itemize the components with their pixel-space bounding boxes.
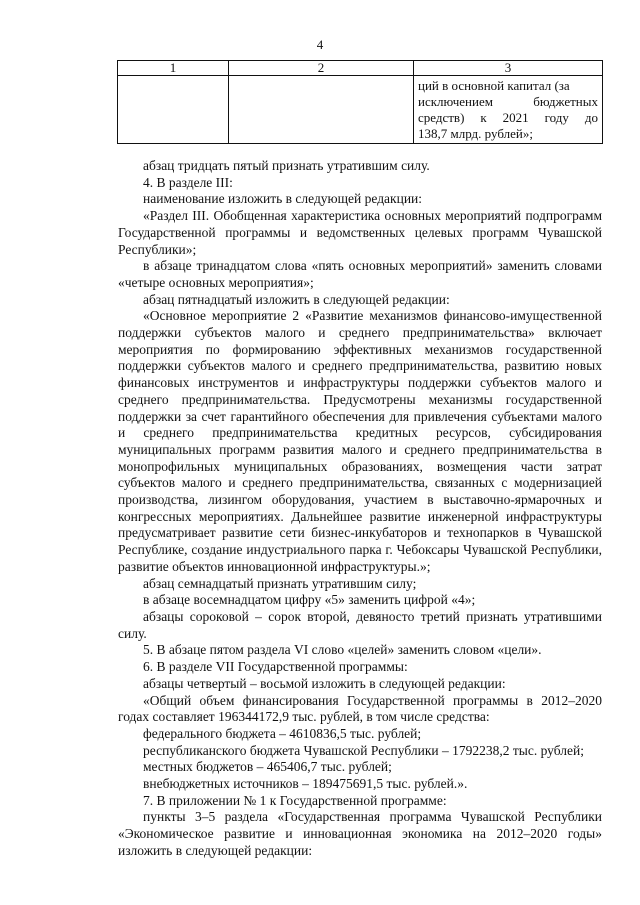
paragraph: внебюджетных источников – 189475691,5 тыс. рублей.». xyxy=(143,776,468,792)
paragraph: «Общий объем финансирования Государственной программы в 2012–2020 годах составляет 196344172,9 тыс. рублей, в том числе средства: xyxy=(118,692,602,725)
paragraph: 5. В абзаце пятом раздела VI слово «целей» заменить словом «цели». xyxy=(143,642,542,658)
cell-line: средств) к 2021 году до xyxy=(418,110,598,125)
table-cell-col1 xyxy=(118,76,229,144)
paragraph: в абзаце тринадцатом слова «пять основных мероприятий» заменить словами «четыре основных мероприятия»; xyxy=(118,258,602,290)
page-number: 4 xyxy=(316,37,324,52)
cell-line: ций в основной капитал (за xyxy=(418,78,570,93)
paragraph: абзацы четвертый – восьмой изложить в следующей редакции: xyxy=(143,675,506,691)
table-header-row xyxy=(118,61,603,76)
paragraph: в абзаце восемнадцатом цифру «5» заменить цифрой «4»; xyxy=(143,592,476,608)
paragraph: 6. В разделе VII Государственной программы: xyxy=(143,659,408,675)
paragraph: республиканского бюджета Чувашской Республики – 1792238,2 тыс. рублей; xyxy=(143,742,584,758)
paragraph: 4. В разделе III: xyxy=(143,174,233,190)
table-row xyxy=(118,76,603,144)
continuation-table xyxy=(117,60,603,144)
paragraph: абзацы сороковой – сорок второй, девяностo третий признать утратившими силу. xyxy=(118,608,602,641)
document-body xyxy=(118,158,602,860)
paragraph: «Основное мероприятие 2 «Развитие механизмов финансово-имущественной поддержки субъектов малого и среднего предпринимательства» включает мероприятия по формированию эффективных механизмов государственной поддержки субъектов малого и среднего предпринимательства, развитию новых финансовых инструментов и инфраструктуры поддержки субъектов малого и среднего предпринимательства. Предусмотрены механизмы государственной поддержки за счет гарантийного обеспечения для привлечения субъектами малого и среднего предпринимательства кредитных ресурсов, субсидирования муниципальных программ развития малого и среднего предпринимательства в монопрофильных муниципальных образованиях, возмещения части затрат субъектов малого и среднего предпринимательства, связанных с модернизацией производства, лизингом оборудования, участием в выставочно-ярмарочных и конгрессных мероприятиях. Дальнейшее развитие инженерной инфраструктуры предусматривает развитие сети бизнес-инкубаторов и технопарков в Чувашской Республике, создание индустриального парка г. Чебоксары Чувашской Республики, развитие объектов инновационной инфраструктуры.»; xyxy=(118,308,602,574)
paragraph: абзац пятнадцатый изложить в следующей редакции: xyxy=(143,291,450,307)
table-cell-col3 xyxy=(414,76,603,144)
cell-line: исключением бюджетных xyxy=(418,94,598,109)
table-header-col2: 2 xyxy=(229,61,414,76)
paragraph: местных бюджетов – 465406,7 тыс. рублей; xyxy=(143,759,392,775)
paragraph: «Раздел III. Обобщенная характеристика основных мероприятий подпрограмм Государственной программы и ведомственных целевых программ Чувашской Республики»; xyxy=(118,208,602,257)
paragraph: пункты 3–5 раздела «Государственная программа Чувашской Республики «Экономическое развитие и инновационная экономика на 2012–2020 годы» изложить в следующей редакции: xyxy=(118,809,602,858)
paragraph: абзац семнадцатый признать утратившим силу; xyxy=(143,575,417,591)
table-cell-col3-text xyxy=(414,76,602,142)
table-header-col3: 3 xyxy=(414,61,603,76)
paragraph: абзац тридцать пятый признать утратившим силу. xyxy=(143,158,430,173)
paragraph: наименование изложить в следующей редакции: xyxy=(143,191,423,207)
cell-line: 138,7 млрд. рублей»; xyxy=(418,126,533,141)
paragraph: 7. В приложении № 1 к Государственной программе: xyxy=(143,792,447,808)
table-cell-col2 xyxy=(229,76,414,144)
paragraph: федерального бюджета – 4610836,5 тыс. рублей; xyxy=(143,725,422,741)
table-header-col1: 1 xyxy=(118,61,229,76)
